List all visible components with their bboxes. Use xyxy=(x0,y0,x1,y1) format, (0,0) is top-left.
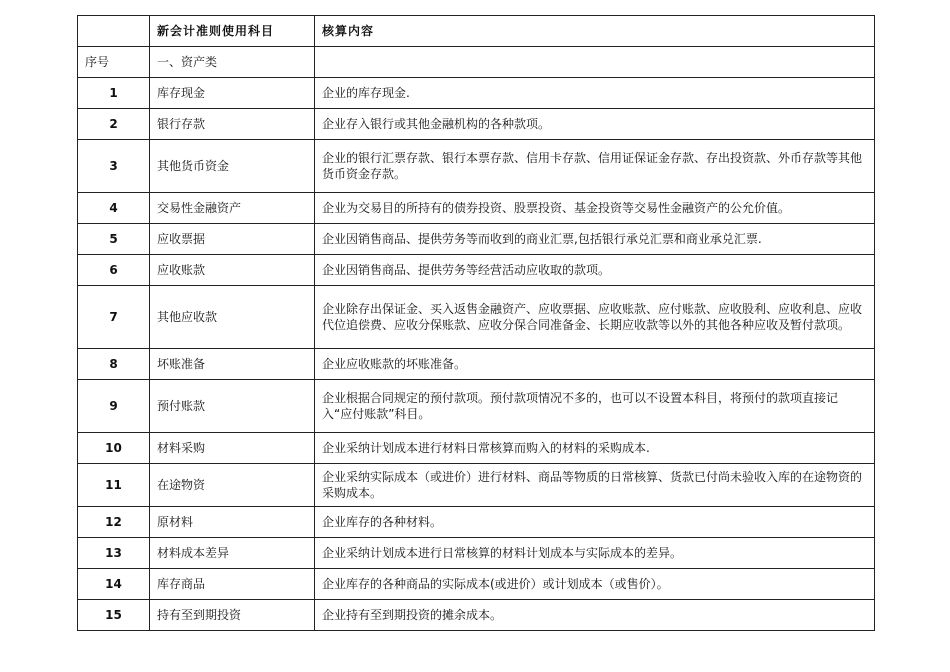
category-empty-cell xyxy=(315,47,875,78)
account-name: 银行存款 xyxy=(150,109,315,140)
account-name: 材料成本差异 xyxy=(150,538,315,569)
row-number: 15 xyxy=(78,600,150,631)
account-description: 企业持有至到期投资的摊余成本。 xyxy=(315,600,875,631)
account-name: 原材料 xyxy=(150,507,315,538)
header-content-cell: 核算内容 xyxy=(315,16,875,47)
table-row xyxy=(78,140,875,193)
table-row xyxy=(78,286,875,349)
table-row xyxy=(78,193,875,224)
account-name: 持有至到期投资 xyxy=(150,600,315,631)
table-row xyxy=(78,109,875,140)
table-row xyxy=(78,507,875,538)
header-account-cell: 新会计准则使用科目 xyxy=(150,16,315,47)
row-number: 13 xyxy=(78,538,150,569)
row-number: 11 xyxy=(78,464,150,507)
account-description: 企业库存的各种材料。 xyxy=(315,507,875,538)
row-number: 14 xyxy=(78,569,150,600)
account-name: 其他货币资金 xyxy=(150,140,315,193)
table-row xyxy=(78,78,875,109)
account-name: 坏账准备 xyxy=(150,349,315,380)
table-row xyxy=(78,255,875,286)
table-row xyxy=(78,464,875,507)
account-name: 材料采购 xyxy=(150,433,315,464)
account-name: 预付账款 xyxy=(150,380,315,433)
table-row xyxy=(78,349,875,380)
row-number: 5 xyxy=(78,224,150,255)
row-number: 8 xyxy=(78,349,150,380)
account-description: 企业采纳实际成本（或进价）进行材料、商品等物质的日常核算、货款已付尚未验收入库的在途物资的采购成本。 xyxy=(315,464,875,507)
table-row xyxy=(78,538,875,569)
account-description: 企业的库存现金. xyxy=(315,78,875,109)
table-row xyxy=(78,600,875,631)
row-number: 4 xyxy=(78,193,150,224)
account-name: 在途物资 xyxy=(150,464,315,507)
row-number: 1 xyxy=(78,78,150,109)
header-row xyxy=(78,16,875,47)
account-description: 企业除存出保证金、买入返售金融资产、应收票据、应收账款、应付账款、应收股利、应收利息、应收代位追偿费、应收分保账款、应收分保合同准备金、长期应收款等以外的其他各种应收及暂付款项。 xyxy=(315,286,875,349)
account-description: 企业库存的各种商品的实际成本(或进价）或计划成本（或售价）。 xyxy=(315,569,875,600)
account-name: 库存现金 xyxy=(150,78,315,109)
account-description: 企业因销售商品、提供劳务等而收到的商业汇票,包括银行承兑汇票和商业承兑汇票. xyxy=(315,224,875,255)
row-number: 6 xyxy=(78,255,150,286)
account-name: 应收账款 xyxy=(150,255,315,286)
account-description: 企业根据合同规定的预付款项。预付款项情况不多的，也可以不设置本科目，将预付的款项直接记入“应付账款”科目。 xyxy=(315,380,875,433)
account-description: 企业因销售商品、提供劳务等经营活动应收取的款项。 xyxy=(315,255,875,286)
row-number: 10 xyxy=(78,433,150,464)
account-name: 交易性金融资产 xyxy=(150,193,315,224)
table-row xyxy=(78,380,875,433)
account-description: 企业存入银行或其他金融机构的各种款项。 xyxy=(315,109,875,140)
table-row xyxy=(78,433,875,464)
account-description: 企业的银行汇票存款、银行本票存款、信用卡存款、信用证保证金存款、存出投资款、外币存款等其他货币资金存款。 xyxy=(315,140,875,193)
table-row xyxy=(78,569,875,600)
account-name: 库存商品 xyxy=(150,569,315,600)
row-number: 3 xyxy=(78,140,150,193)
category-cell: 一、资产类 xyxy=(150,47,315,78)
table-body xyxy=(78,16,875,631)
table-row xyxy=(78,224,875,255)
accounts-table xyxy=(77,15,875,631)
row-number: 9 xyxy=(78,380,150,433)
row-number: 2 xyxy=(78,109,150,140)
account-name: 应收票据 xyxy=(150,224,315,255)
account-description: 企业采纳计划成本进行材料日常核算而购入的材料的采购成本. xyxy=(315,433,875,464)
header-blank-cell xyxy=(78,16,150,47)
account-description: 企业采纳计划成本进行日常核算的材料计划成本与实际成本的差异。 xyxy=(315,538,875,569)
category-row xyxy=(78,47,875,78)
seq-label-cell: 序号 xyxy=(78,47,150,78)
account-description: 企业为交易目的所持有的债券投资、股票投资、基金投资等交易性金融资产的公允价值。 xyxy=(315,193,875,224)
account-description: 企业应收账款的坏账准备。 xyxy=(315,349,875,380)
row-number: 12 xyxy=(78,507,150,538)
row-number: 7 xyxy=(78,286,150,349)
account-name: 其他应收款 xyxy=(150,286,315,349)
